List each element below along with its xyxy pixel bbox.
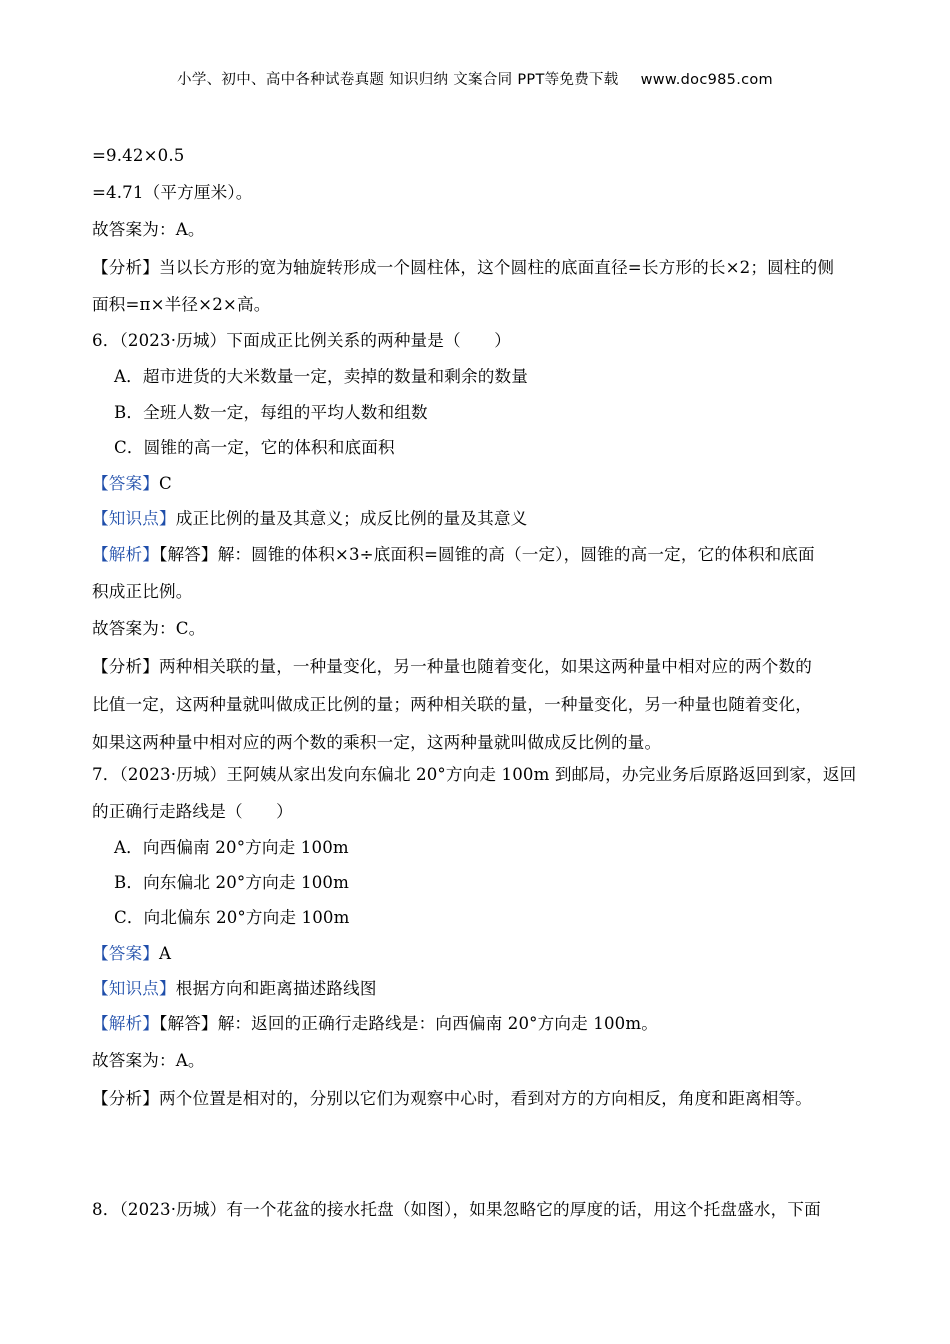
q6-answer [92,473,867,495]
q7-option-a: A．向西偏南 20°方向走 100m [114,838,349,857]
q6-stem: 6．（2023·历城）下面成正比例关系的两种量是（ ） [92,331,512,350]
q6-answer-value: C [159,474,172,493]
analysis-label: 【分析】 [92,258,159,277]
q6-option-c: C．圆锥的高一定，它的体积和底面积 [114,438,395,457]
q7-option-b: B．向东偏北 20°方向走 100m [114,873,350,892]
q6-option-a: A．超市进货的大米数量一定，卖掉的数量和剩余的数量 [114,367,528,386]
intro-conclusion: 故答案为：A。 [92,220,205,239]
q6-option-b: B．全班人数一定，每组的平均人数和组数 [114,403,428,422]
q6-analysis-text: 两种相关联的量，一种量变化，另一种量也随着变化，如果这两种量中相对应的两个数的 [158,657,812,676]
explain-tag: 【解析】 [92,1014,159,1033]
q7-analysis [92,1088,867,1110]
q7-stem: 7．（2023·历城）王阿姨从家出发向东偏北 20°方向走 100m 到邮局，办完业务后原路返回到家，返回 [92,765,857,784]
intro-line-1: =9.42×0.5 [92,146,185,165]
analysis-label: 【分析】 [92,1089,159,1108]
q7-knowledge-text: 根据方向和距离描述路线图 [175,979,377,998]
intro-analysis [92,257,867,279]
q8-stem: 8．（2023·历城）有一个花盆的接水托盘（如图），如果忽略它的厚度的话，用这个托盘盛水，下面 [92,1200,821,1219]
solution-label: 【解答】 [159,545,218,564]
q7-answer-value: A [159,944,172,963]
knowledge-tag: 【知识点】 [92,979,176,998]
q6-explain [92,544,867,566]
intro-analysis-cont: 面积=π×半径×2×高。 [92,295,271,314]
q6-conclusion: 故答案为：C。 [92,619,206,638]
knowledge-tag: 【知识点】 [92,509,176,528]
intro-line-2: =4.71（平方厘米）。 [92,183,253,202]
q7-analysis-text: 两个位置是相对的，分别以它们为观察中心时，看到对方的方向相反，角度和距离相等。 [158,1089,812,1108]
analysis-label: 【分析】 [92,657,159,676]
q6-knowledge [92,508,867,530]
solution-label: 【解答】 [159,1014,218,1033]
explain-tag: 【解析】 [92,545,159,564]
q6-explain-text: 解：圆锥的体积×3÷底面积=圆锥的高（一定），圆锥的高一定，它的体积和底面 [217,545,815,564]
q7-option-c: C．向北偏东 20°方向走 100m [114,908,350,927]
q7-stem-cont: 的正确行走路线是（ ） [92,802,293,821]
answer-tag: 【答案】 [92,944,159,963]
analysis-text: 当以长方形的宽为轴旋转形成一个圆柱体，这个圆柱的底面直径=长方形的长×2；圆柱的侧 [158,258,835,277]
header-url[interactable]: www.doc985.com [640,72,773,88]
q6-analysis-cont-2: 如果这两种量中相对应的两个数的乘积一定，这两种量就叫做成反比例的量。 [92,733,662,752]
q7-explain [92,1013,867,1035]
q6-knowledge-text: 成正比例的量及其意义；成反比例的量及其意义 [175,509,528,528]
q6-explain-cont: 积成正比例。 [92,582,193,601]
q7-answer [92,943,867,965]
q7-knowledge [92,978,867,1000]
q7-explain-text: 解：返回的正确行走路线是：向西偏南 20°方向走 100m。 [217,1014,659,1033]
answer-tag: 【答案】 [92,474,159,493]
q7-conclusion: 故答案为：A。 [92,1051,205,1070]
header-text: 小学、初中、高中各种试卷真题 知识归纳 文案合同 PPT等免费下载 [177,72,619,88]
q6-analysis-cont-1: 比值一定，这两种量就叫做成正比例的量；两种相关联的量，一种量变化，另一种量也随着变化， [92,695,812,714]
q6-analysis [92,656,867,678]
